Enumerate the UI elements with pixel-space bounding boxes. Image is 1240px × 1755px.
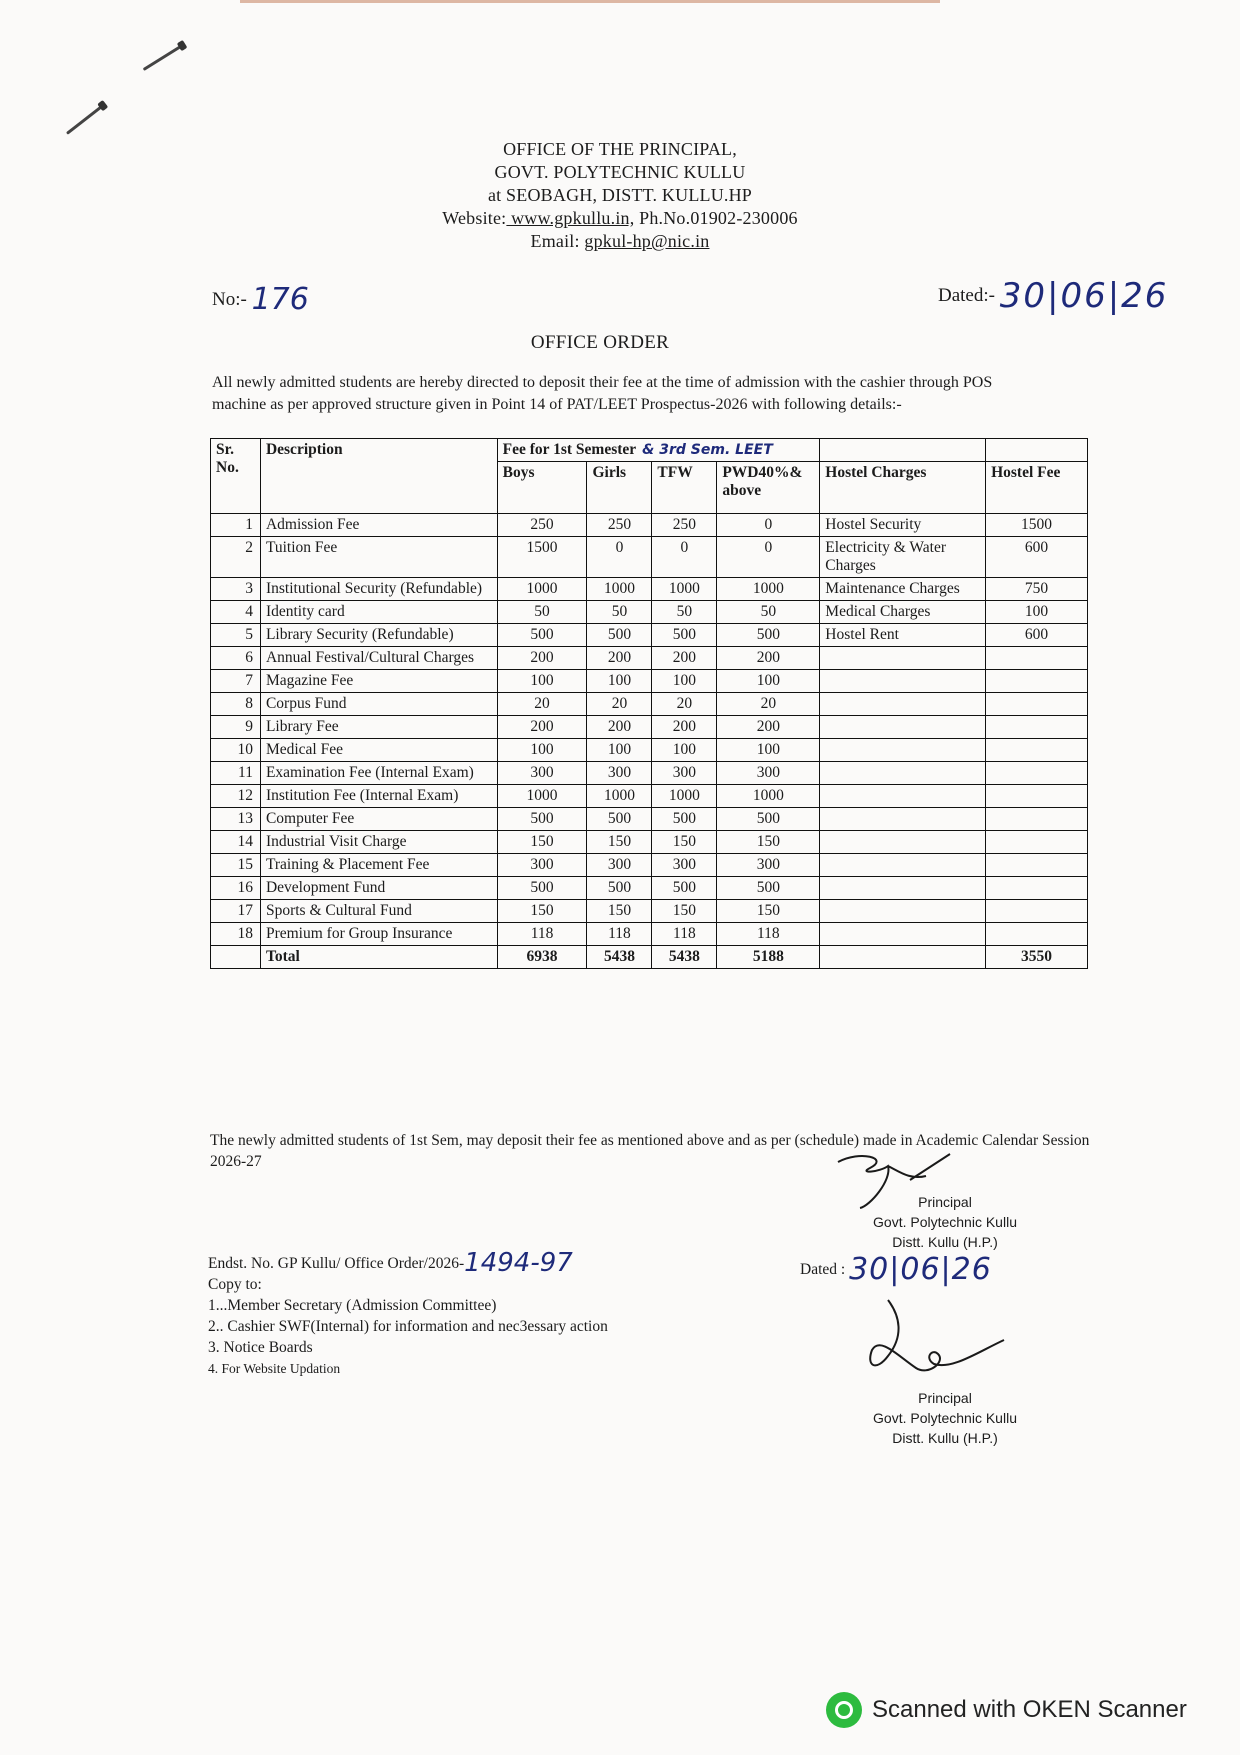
row-hostel-fee xyxy=(986,739,1088,762)
staple-pin-icon xyxy=(143,44,184,71)
row-hostel-fee xyxy=(986,831,1088,854)
total-boys: 6938 xyxy=(497,946,587,969)
row-boys: 100 xyxy=(497,670,587,693)
row-boys: 300 xyxy=(497,762,587,785)
row-sr: 15 xyxy=(211,854,261,877)
row-sr: 6 xyxy=(211,647,261,670)
endorsement-line xyxy=(208,1248,608,1278)
row-hostel-fee xyxy=(986,785,1088,808)
row-sr: 12 xyxy=(211,785,261,808)
row-hostel-charge xyxy=(820,785,986,808)
row-description: Industrial Visit Charge xyxy=(260,831,497,854)
header-sr: Sr. No. xyxy=(211,439,261,514)
row-sr: 18 xyxy=(211,923,261,946)
row-tfw: 500 xyxy=(652,808,717,831)
row-boys: 500 xyxy=(497,808,587,831)
row-girls: 300 xyxy=(587,762,652,785)
total-tfw: 5438 xyxy=(652,946,717,969)
row-tfw: 100 xyxy=(652,739,717,762)
row-pwd: 200 xyxy=(717,647,820,670)
row-description: Training & Placement Fee xyxy=(260,854,497,877)
header-girls: Girls xyxy=(587,462,652,514)
row-hostel-charge xyxy=(820,900,986,923)
row-hostel-charge xyxy=(820,693,986,716)
row-girls: 500 xyxy=(587,877,652,900)
row-sr: 17 xyxy=(211,900,261,923)
scanner-watermark xyxy=(826,1692,1187,1728)
row-description: Sports & Cultural Fund xyxy=(260,900,497,923)
row-pwd: 300 xyxy=(717,854,820,877)
row-tfw: 20 xyxy=(652,693,717,716)
row-boys: 20 xyxy=(497,693,587,716)
table-row xyxy=(211,762,1088,785)
table-row xyxy=(211,808,1088,831)
row-tfw: 1000 xyxy=(652,785,717,808)
row-description: Library Fee xyxy=(260,716,497,739)
endorsement-date-label: Dated : xyxy=(800,1261,850,1278)
header-fee-group-handwritten: & 3rd Sem. LEET xyxy=(642,442,773,458)
office-title: OFFICE OF THE PRINCIPAL, xyxy=(503,139,737,159)
row-hostel-charge xyxy=(820,670,986,693)
row-girls: 150 xyxy=(587,831,652,854)
signatory-place: Distt. Kullu (H.P.) xyxy=(892,1430,998,1446)
header-hostel-fee: Hostel Fee xyxy=(986,462,1088,514)
table-row xyxy=(211,537,1088,578)
row-girls: 20 xyxy=(587,693,652,716)
row-tfw: 150 xyxy=(652,900,717,923)
table-row xyxy=(211,923,1088,946)
row-boys: 250 xyxy=(497,514,587,537)
row-description: Institutional Security (Refundable) xyxy=(260,578,497,601)
table-row xyxy=(211,716,1088,739)
header-hostel-charges: Hostel Charges xyxy=(820,462,986,514)
row-sr: 2 xyxy=(211,537,261,578)
row-sr: 14 xyxy=(211,831,261,854)
row-pwd: 0 xyxy=(717,514,820,537)
row-girls: 150 xyxy=(587,900,652,923)
row-tfw: 0 xyxy=(652,537,717,578)
row-girls: 100 xyxy=(587,739,652,762)
row-hostel-charge xyxy=(820,854,986,877)
row-sr: 4 xyxy=(211,601,261,624)
row-hostel-fee xyxy=(986,877,1088,900)
signatory-title: Principal xyxy=(918,1390,972,1406)
order-number xyxy=(212,282,309,317)
row-tfw: 118 xyxy=(652,923,717,946)
row-hostel-fee xyxy=(986,762,1088,785)
row-pwd: 1000 xyxy=(717,785,820,808)
row-tfw: 200 xyxy=(652,716,717,739)
row-tfw: 100 xyxy=(652,670,717,693)
row-pwd: 300 xyxy=(717,762,820,785)
row-sr: 1 xyxy=(211,514,261,537)
row-hostel-charge: Hostel Security xyxy=(820,514,986,537)
signature-block-1 xyxy=(860,1192,1030,1252)
row-hostel-charge xyxy=(820,877,986,900)
row-sr: 16 xyxy=(211,877,261,900)
staple-pin-icon xyxy=(66,104,104,135)
row-pwd: 1000 xyxy=(717,578,820,601)
table-row xyxy=(211,514,1088,537)
row-boys: 150 xyxy=(497,831,587,854)
table-row xyxy=(211,900,1088,923)
table-row xyxy=(211,877,1088,900)
row-tfw: 300 xyxy=(652,762,717,785)
row-boys: 500 xyxy=(497,624,587,647)
row-hostel-fee: 600 xyxy=(986,624,1088,647)
signatory-org: Govt. Polytechnic Kullu xyxy=(873,1410,1017,1426)
row-boys: 50 xyxy=(497,601,587,624)
signatory-place: Distt. Kullu (H.P.) xyxy=(892,1234,998,1250)
row-description: Admission Fee xyxy=(260,514,497,537)
row-description: Corpus Fund xyxy=(260,693,497,716)
row-hostel-charge: Medical Charges xyxy=(820,601,986,624)
row-boys: 1000 xyxy=(497,785,587,808)
total-hostel xyxy=(820,946,986,969)
header-tfw: TFW xyxy=(652,462,717,514)
row-hostel-fee xyxy=(986,670,1088,693)
table-row xyxy=(211,785,1088,808)
row-hostel-charge xyxy=(820,808,986,831)
total-girls: 5438 xyxy=(587,946,652,969)
row-hostel-fee xyxy=(986,716,1088,739)
row-girls: 118 xyxy=(587,923,652,946)
total-hostel-fee: 3550 xyxy=(986,946,1088,969)
total-row xyxy=(211,946,1088,969)
letterhead xyxy=(0,138,1240,253)
row-boys: 150 xyxy=(497,900,587,923)
row-hostel-charge: Maintenance Charges xyxy=(820,578,986,601)
table-row xyxy=(211,831,1088,854)
total-pwd: 5188 xyxy=(717,946,820,969)
row-description: Annual Festival/Cultural Charges xyxy=(260,647,497,670)
row-sr: 13 xyxy=(211,808,261,831)
row-sr: 9 xyxy=(211,716,261,739)
row-pwd: 118 xyxy=(717,923,820,946)
row-pwd: 500 xyxy=(717,877,820,900)
row-tfw: 250 xyxy=(652,514,717,537)
header-description: Description xyxy=(260,439,497,514)
header-boys: Boys xyxy=(497,462,587,514)
header-empty xyxy=(820,439,986,462)
row-boys: 300 xyxy=(497,854,587,877)
row-sr: 3 xyxy=(211,578,261,601)
row-description: Magazine Fee xyxy=(260,670,497,693)
contact-line xyxy=(0,207,1240,230)
order-number-value: 176 xyxy=(251,282,309,317)
row-description: Development Fund xyxy=(260,877,497,900)
row-pwd: 50 xyxy=(717,601,820,624)
row-girls: 250 xyxy=(587,514,652,537)
row-pwd: 500 xyxy=(717,624,820,647)
intro-paragraph: All newly admitted students are hereby directed to deposit their fee at the time of admission with the cashier through POS machine as per approved structure given in Point 14 of PAT/LEET Prospectus-2026 with following details:- xyxy=(212,374,993,413)
row-sr: 8 xyxy=(211,693,261,716)
row-girls: 0 xyxy=(587,537,652,578)
row-hostel-fee xyxy=(986,808,1088,831)
row-hostel-fee xyxy=(986,693,1088,716)
order-number-label: No:- xyxy=(212,289,247,310)
table-row xyxy=(211,578,1088,601)
row-pwd: 150 xyxy=(717,831,820,854)
table-row xyxy=(211,693,1088,716)
row-description: Medical Fee xyxy=(260,739,497,762)
table-row xyxy=(211,670,1088,693)
email-label: Email: xyxy=(530,231,585,251)
row-pwd: 20 xyxy=(717,693,820,716)
row-hostel-fee xyxy=(986,923,1088,946)
fee-table xyxy=(210,438,1088,969)
copy-to-item: 2.. Cashier SWF(Internal) for information and nec3essary action xyxy=(208,1318,608,1335)
order-date-value: 30|06|26 xyxy=(999,276,1169,316)
row-description: Identity card xyxy=(260,601,497,624)
row-tfw: 50 xyxy=(652,601,717,624)
row-hostel-charge: Hostel Rent xyxy=(820,624,986,647)
row-boys: 200 xyxy=(497,716,587,739)
row-hostel-fee: 100 xyxy=(986,601,1088,624)
row-pwd: 100 xyxy=(717,739,820,762)
row-hostel-fee: 600 xyxy=(986,537,1088,578)
table-row xyxy=(211,854,1088,877)
scanner-watermark-text: Scanned with OKEN Scanner xyxy=(872,1696,1187,1723)
row-boys: 100 xyxy=(497,739,587,762)
row-description: Examination Fee (Internal Exam) xyxy=(260,762,497,785)
table-header-row xyxy=(211,439,1088,462)
row-hostel-charge xyxy=(820,831,986,854)
endorsement-block xyxy=(208,1248,608,1379)
row-girls: 500 xyxy=(587,624,652,647)
table-row xyxy=(211,624,1088,647)
row-description: Tuition Fee xyxy=(260,537,497,578)
row-tfw: 300 xyxy=(652,854,717,877)
row-boys: 1000 xyxy=(497,578,587,601)
row-tfw: 500 xyxy=(652,877,717,900)
signatory-org: Govt. Polytechnic Kullu xyxy=(873,1214,1017,1230)
total-label: Total xyxy=(260,946,497,969)
phone-number: Ph.No.01902-230006 xyxy=(634,208,798,228)
row-hostel-fee xyxy=(986,900,1088,923)
row-hostel-fee: 750 xyxy=(986,578,1088,601)
header-fee-group xyxy=(497,439,820,462)
signature-block-2 xyxy=(860,1388,1030,1448)
row-sr: 5 xyxy=(211,624,261,647)
row-tfw: 500 xyxy=(652,624,717,647)
order-date xyxy=(938,276,1168,316)
row-hostel-charge: Electricity & Water Charges xyxy=(820,537,986,578)
row-girls: 100 xyxy=(587,670,652,693)
row-hostel-charge xyxy=(820,739,986,762)
copy-to-item: 4. For Website Updation xyxy=(208,1361,341,1376)
total-sr xyxy=(211,946,261,969)
email-line xyxy=(0,230,1240,253)
row-girls: 1000 xyxy=(587,578,652,601)
row-tfw: 150 xyxy=(652,831,717,854)
table-row xyxy=(211,647,1088,670)
row-girls: 200 xyxy=(587,716,652,739)
row-boys: 500 xyxy=(497,877,587,900)
row-hostel-charge xyxy=(820,762,986,785)
row-girls: 500 xyxy=(587,808,652,831)
row-hostel-charge xyxy=(820,923,986,946)
endorsement-date-value: 30|06|26 xyxy=(849,1252,992,1287)
copy-to-item: 1...Member Secretary (Admission Committee) xyxy=(208,1297,497,1314)
row-tfw: 1000 xyxy=(652,578,717,601)
row-boys: 200 xyxy=(497,647,587,670)
row-hostel-fee xyxy=(986,854,1088,877)
row-description: Institution Fee (Internal Exam) xyxy=(260,785,497,808)
row-boys: 118 xyxy=(497,923,587,946)
fee-table-body xyxy=(211,514,1088,946)
row-pwd: 200 xyxy=(717,716,820,739)
row-description: Computer Fee xyxy=(260,808,497,831)
endorsement-number: 1494-97 xyxy=(464,1248,573,1278)
row-hostel-fee xyxy=(986,647,1088,670)
row-sr: 7 xyxy=(211,670,261,693)
signatory-title: Principal xyxy=(918,1194,972,1210)
row-girls: 1000 xyxy=(587,785,652,808)
row-boys: 1500 xyxy=(497,537,587,578)
copy-to-list xyxy=(208,1295,608,1379)
order-date-label: Dated:- xyxy=(938,285,995,306)
header-pwd: PWD40%& above xyxy=(717,462,820,514)
copy-to-item: 3. Notice Boards xyxy=(208,1339,313,1356)
row-hostel-charge xyxy=(820,647,986,670)
row-pwd: 500 xyxy=(717,808,820,831)
principal-signature-icon xyxy=(858,1296,1008,1386)
row-girls: 200 xyxy=(587,647,652,670)
row-pwd: 100 xyxy=(717,670,820,693)
email-link[interactable]: gpkul-hp@nic.in xyxy=(584,231,710,251)
endorsement-label: Endst. No. GP Kullu/ Office Order/2026- xyxy=(208,1255,465,1272)
header-empty xyxy=(986,439,1088,462)
copy-to-label: Copy to: xyxy=(208,1276,262,1293)
row-sr: 11 xyxy=(211,762,261,785)
row-hostel-fee: 1500 xyxy=(986,514,1088,537)
oken-scanner-logo-icon xyxy=(826,1692,862,1728)
row-pwd: 0 xyxy=(717,537,820,578)
row-description: Library Security (Refundable) xyxy=(260,624,497,647)
endorsement-date xyxy=(800,1252,992,1287)
header-fee-group-label: Fee for 1st Semester xyxy=(502,441,637,458)
institute-address: at SEOBAGH, DISTT. KULLU.HP xyxy=(487,185,753,205)
website-label: Website: xyxy=(442,208,507,228)
row-description: Premium for Group Insurance xyxy=(260,923,497,946)
table-row xyxy=(211,601,1088,624)
table-row xyxy=(211,739,1088,762)
institute-name: GOVT. POLYTECHNIC KULLU xyxy=(494,162,746,182)
page-edge xyxy=(240,0,940,3)
row-tfw: 200 xyxy=(652,647,717,670)
row-girls: 300 xyxy=(587,854,652,877)
row-hostel-charge xyxy=(820,716,986,739)
website-link[interactable]: www.gpkullu.in, xyxy=(506,208,635,228)
row-sr: 10 xyxy=(211,739,261,762)
row-girls: 50 xyxy=(587,601,652,624)
document-title: OFFICE ORDER xyxy=(530,332,670,353)
row-pwd: 150 xyxy=(717,900,820,923)
note-paragraph: The newly admitted students of 1st Sem, may deposit their fee as mentioned above and as per (schedule) made in Academic Calendar Session 2026-27 xyxy=(210,1132,1090,1170)
